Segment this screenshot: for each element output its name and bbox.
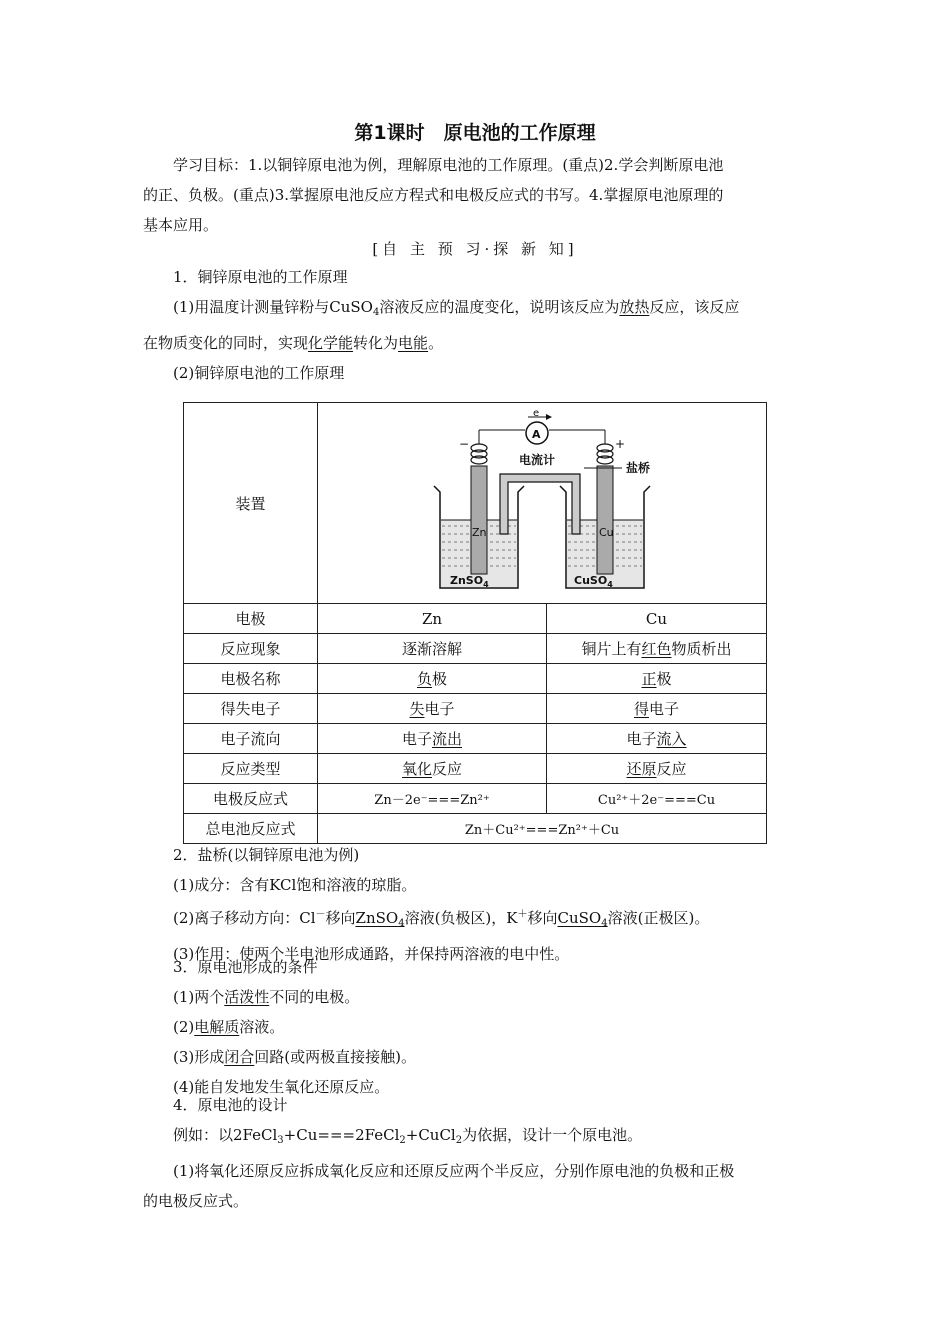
- table-row-device: [184, 403, 767, 604]
- table-row: 反应现象 逐渐溶解 铜片上有红色物质析出: [184, 634, 767, 664]
- blank-answer: 化学能: [308, 334, 354, 352]
- section-3-heading: 3．原电池形成的条件: [173, 958, 318, 976]
- table-row: 电极 Zn Cu: [184, 604, 767, 634]
- zn-electrode: [471, 466, 487, 574]
- table-row: 反应类型 氧化反应 还原反应: [184, 754, 767, 784]
- section-1-p1-line1: (1)用温度计测量锌粉与CuSO$_4$溶液反应的温度变化，说明该反应为放热反应，该反应: [173, 298, 740, 318]
- table-row: 电极名称 负极 正极: [184, 664, 767, 694]
- objectives-line-3: 基本应用。: [143, 216, 219, 234]
- page-title: 第1课时 原电池的工作原理: [354, 122, 596, 144]
- svg-text:A: A: [532, 428, 541, 441]
- device-diagram-cell: [318, 403, 767, 604]
- section-1-heading: 1．铜锌原电池的工作原理: [173, 268, 348, 286]
- blank-answer: 放热: [619, 298, 650, 316]
- section-4: 4．原电池的设计 例如：以2FeCl$_3$+Cu===2FeCl$_2$+CuCl$_2$为依据，设计一个原电池。 (1)将氧化还原反应拆成氧化反应和还原反应两个半反应，分别作原电池的负极和正极 的电极反应式。: [143, 1090, 811, 1216]
- galvanometer-label: 电流计: [519, 453, 556, 467]
- table-row: 电子流向 电子流出 电子流入: [184, 724, 767, 754]
- device-label: 装置: [184, 403, 318, 604]
- positive-sign: +: [615, 437, 626, 451]
- negative-sign: −: [459, 437, 470, 451]
- section-2-heading: 2．盐桥(以铜锌原电池为例): [173, 846, 360, 864]
- section-1-p2: (2)铜锌原电池的工作原理: [173, 364, 345, 382]
- section-header: [自 主 预 习·探 新 知]: [372, 240, 578, 258]
- znso4-label: ZnSO$_4$: [450, 574, 489, 589]
- section-4-heading: 4．原电池的设计: [173, 1096, 288, 1114]
- cuso4-label: CuSO$_4$: [574, 574, 613, 589]
- section-1-p1-line2: 在物质变化的同时，实现化学能转化为电能。: [143, 334, 444, 352]
- objectives-line-1: 学习目标：1.以铜锌原电池为例，理解原电池的工作原理。(重点)2.学会判断原电池: [173, 156, 724, 174]
- principle-table: [183, 402, 767, 844]
- electron-label: e: [533, 408, 540, 419]
- section-1: [143, 262, 811, 388]
- objectives-line-2: 的正、负极。(重点)3.掌握原电池反应方程式和电极反应式的书写。4.掌握原电池原理的: [143, 186, 724, 204]
- salt-bridge-label: 盐桥: [626, 461, 651, 475]
- svg-text:Cu: Cu: [599, 526, 614, 539]
- galvanic-cell-diagram: [322, 408, 762, 598]
- learning-objectives: [143, 150, 811, 240]
- table-row: 总电池反应式 Zn＋Cu²⁺===Zn²⁺＋Cu: [184, 814, 767, 844]
- section-3: 3．原电池形成的条件 (1)两个活泼性不同的电极。 (2)电解质溶液。 (3)形成闭合回路(或两极直接接触)。 (4)能自发地发生氧化还原反应。: [143, 952, 811, 1102]
- svg-text:Zn: Zn: [472, 526, 487, 539]
- section-2: 2．盐桥(以铜锌原电池为例) (1)成分：含有KCl饱和溶液的琼脂。 (2)离子移动方向：Cl－移向ZnSO$_4$溶液(负极区)，K＋移向CuSO$_4$溶液(正极区)。 (3)作用：使两个半电池形成通路，并保持两溶液的电中性。: [143, 840, 811, 969]
- table-row: 电极反应式 Zn－2e⁻===Zn²⁺ Cu²⁺＋2e⁻===Cu: [184, 784, 767, 814]
- cu-electrode: [597, 466, 613, 574]
- table-row: 得失电子 失电子 得电子: [184, 694, 767, 724]
- blank-answer: 电能: [398, 334, 429, 352]
